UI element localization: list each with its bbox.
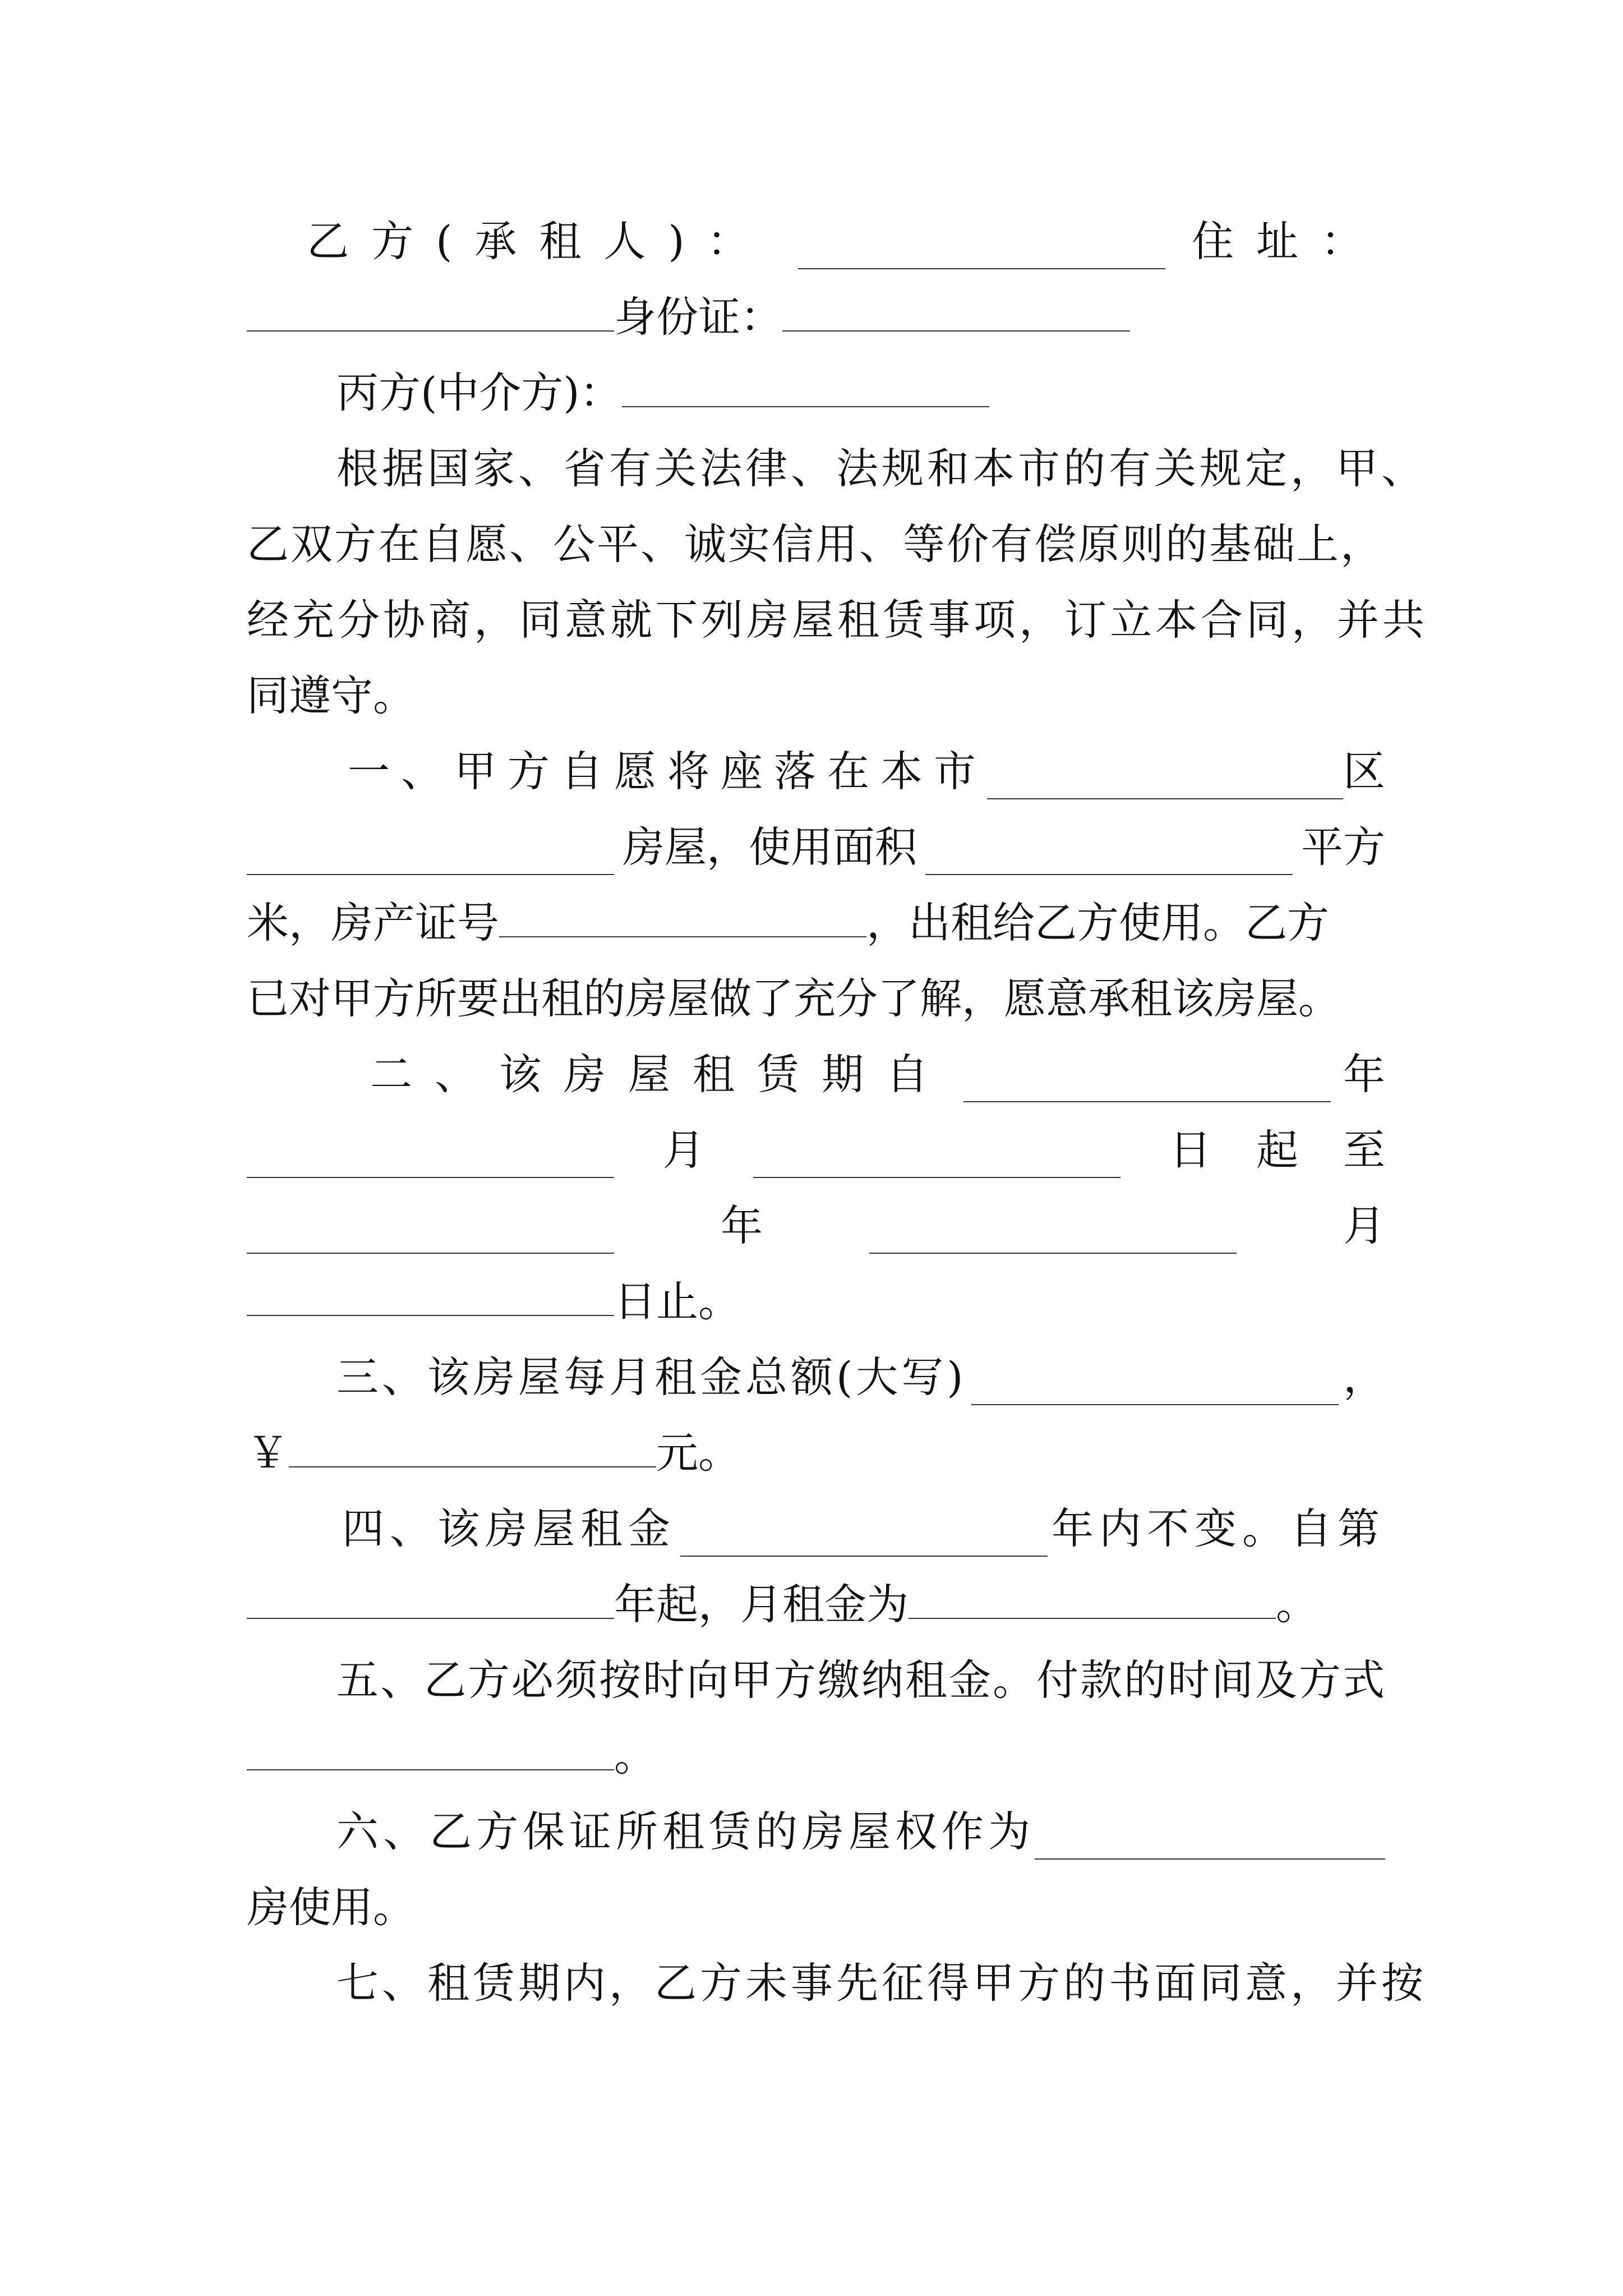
party-c-label: 丙方(中介方)： [336,368,622,417]
clause-3-text-d: 元。 [656,1428,741,1478]
clause-2-text-b: 年 [1343,1050,1385,1099]
clause-2-text-c: 月 [662,1125,705,1175]
clause-1-text-c: 房屋，使用面积 [622,822,917,872]
party-b-name-blank[interactable] [798,228,1165,269]
clause-3-text-b: ， [1343,1352,1385,1402]
clause-4-text-a: 四、该房屋租金 [342,1504,676,1553]
clause-1-line-2 [247,819,1385,875]
end-year-blank[interactable] [247,1212,614,1254]
clause-2-line-2 [247,1122,1430,1178]
house-blank[interactable] [247,834,614,875]
yuan-symbol: ￥ [247,1428,289,1478]
line-party-b [247,213,1385,269]
preamble-line-1: 根据国家、省有关法律、法规和本市的有关规定，甲、 [336,444,1427,493]
area-blank[interactable] [925,834,1293,875]
clause-1-line-4: 已对甲方所要出租的房屋做了充分了解，愿意承租该房屋。 [247,974,1341,1023]
party-b-address-blank[interactable] [247,290,614,332]
certificate-blank[interactable] [499,896,866,937]
clause-5-line-1: 五、乙方必须按时向甲方缴纳租金。付款的时间及方式 [336,1655,1387,1705]
clause-6-line-2: 房使用。 [247,1883,416,1932]
clause-2-line-1 [370,1046,1385,1102]
clause-2-text-d: 日起至 [1169,1125,1430,1175]
clause-1-line-3 [247,895,1385,951]
preamble-line-3: 经充分协商，同意就下列房屋租赁事项，订立本合同，并共 [247,595,1428,645]
preamble-line-4: 同遵守。 [247,671,416,720]
clause-4-line-1 [342,1501,1385,1557]
usage-blank[interactable] [1035,1818,1385,1860]
start-month-blank[interactable] [247,1137,614,1178]
end-day-blank[interactable] [247,1274,614,1316]
clause-6-text-a: 六、乙方保证所租赁的房屋权作为 [336,1807,1035,1856]
clause-7-line-1: 七、租赁期内，乙方未事先征得甲方的书面同意，并按 [336,1958,1427,2008]
start-day-blank[interactable] [753,1137,1121,1178]
clause-1-text-f: ，出租给乙方使用。乙方 [866,898,1330,947]
clause-2-text-f: 月 [1343,1201,1385,1250]
party-b-address-label: 住址： [1191,217,1385,266]
preamble-line-2: 乙双方在自愿、公平、诚实信用、等价有偿原则的基础上， [247,519,1385,569]
new-rent-blank[interactable] [909,1577,1276,1619]
rent-years-blank[interactable] [680,1515,1048,1557]
id-blank[interactable] [782,290,1130,332]
clause-1-line-1 [348,743,1385,799]
clause-2-text-g: 日止。 [614,1277,741,1326]
clause-2-line-3 [247,1198,1385,1254]
clause-2-line-4 [247,1273,1385,1329]
party-b-label: 乙方(承租人)： [307,217,772,266]
from-year-blank[interactable] [247,1577,614,1619]
rent-amount-blank[interactable] [289,1426,656,1467]
clause-4-line-2 [247,1576,1385,1632]
clause-3-line-1 [336,1349,1385,1405]
district-blank[interactable] [987,758,1343,799]
clause-5-text-b: 。 [614,1731,657,1780]
clause-5-line-2 [247,1728,1385,1784]
clause-4-text-b: 年内不变。自第 [1051,1504,1385,1553]
rent-words-blank[interactable] [971,1364,1339,1405]
clause-2-text-e: 年 [720,1201,763,1250]
clause-3-line-2 [247,1425,1385,1481]
end-month-blank[interactable] [869,1212,1237,1254]
clause-1-text-e: 米，房产证号 [247,898,500,947]
clause-6-line-1 [336,1803,1385,1860]
clause-2-text-a: 二、该房屋租赁期自 [370,1050,951,1099]
clause-4-text-c: 年起，月租金为 [614,1580,909,1629]
id-label: 身份证： [614,292,783,342]
clause-1-text-b: 区 [1343,747,1385,796]
line-party-c [336,365,1475,421]
party-c-blank[interactable] [622,366,989,407]
clause-1-text-a: 一、甲方自愿将座落在本市 [348,747,988,796]
clause-4-text-d: 。 [1276,1580,1318,1629]
clause-3-text-a: 三、该房屋每月租金总额(大写) [336,1352,967,1402]
clause-1-text-d: 平方 [1301,822,1385,872]
start-year-blank[interactable] [963,1061,1331,1102]
payment-method-blank[interactable] [247,1729,614,1770]
line-id [247,289,1385,345]
